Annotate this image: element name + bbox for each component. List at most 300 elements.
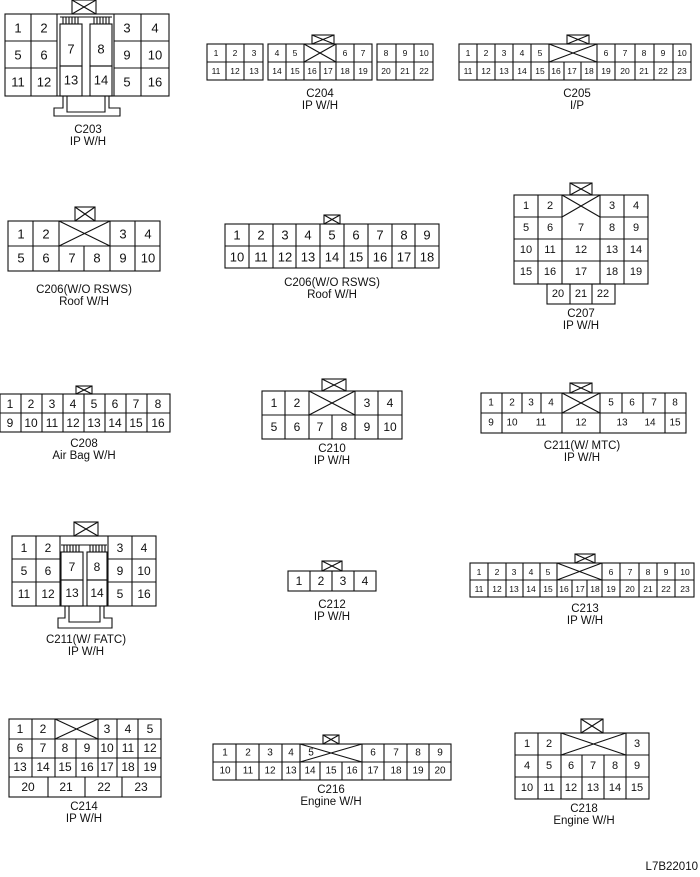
- svg-text:13: 13: [605, 244, 619, 256]
- svg-text:6: 6: [40, 47, 48, 63]
- svg-text:16: 16: [147, 74, 163, 90]
- svg-text:14: 14: [108, 416, 122, 430]
- svg-text:10: 10: [677, 48, 687, 58]
- svg-text:13: 13: [499, 66, 509, 76]
- svg-text:19: 19: [629, 266, 643, 278]
- svg-text:15: 15: [669, 417, 681, 429]
- svg-text:12: 12: [574, 244, 588, 256]
- caption-c212: [314, 599, 350, 623]
- connector-desc: IP W/H: [301, 100, 339, 112]
- connector-id: C205: [563, 88, 591, 100]
- svg-text:18: 18: [584, 66, 594, 76]
- connector-desc: IP W/H: [313, 611, 351, 623]
- svg-text:10: 10: [219, 765, 231, 777]
- svg-text:13: 13: [586, 782, 600, 794]
- svg-text:4: 4: [288, 747, 294, 759]
- svg-text:6: 6: [370, 747, 376, 759]
- svg-text:8: 8: [645, 567, 651, 577]
- connector-desc: Roof W/H: [307, 289, 357, 301]
- caption-c204: [302, 88, 338, 112]
- svg-text:17: 17: [367, 765, 379, 777]
- svg-text:15: 15: [290, 66, 300, 76]
- svg-text:2: 2: [257, 227, 265, 243]
- svg-text:5: 5: [608, 397, 614, 409]
- svg-text:4: 4: [274, 48, 280, 58]
- svg-text:6: 6: [352, 227, 360, 243]
- svg-text:7: 7: [651, 397, 657, 409]
- svg-text:8: 8: [93, 560, 101, 574]
- svg-text:8: 8: [97, 41, 105, 57]
- connector-c210: [262, 379, 402, 439]
- caption-c218: [553, 803, 614, 827]
- svg-text:15: 15: [348, 249, 364, 265]
- svg-text:12: 12: [36, 74, 52, 90]
- svg-text:1: 1: [213, 48, 219, 58]
- svg-text:6: 6: [44, 564, 52, 578]
- connector-id: C214: [70, 801, 98, 813]
- svg-text:8: 8: [611, 760, 619, 772]
- svg-text:3: 3: [608, 200, 616, 212]
- svg-text:5: 5: [545, 760, 553, 772]
- svg-text:6: 6: [546, 222, 554, 234]
- svg-text:5: 5: [146, 722, 154, 736]
- connector-id: C216: [317, 784, 345, 796]
- svg-text:9: 9: [116, 564, 124, 578]
- svg-text:6: 6: [567, 760, 575, 772]
- svg-text:9: 9: [119, 250, 127, 266]
- svg-text:11: 11: [544, 244, 556, 256]
- svg-text:8: 8: [641, 48, 647, 58]
- svg-text:2: 2: [494, 567, 500, 577]
- svg-text:4: 4: [124, 722, 132, 736]
- svg-text:9: 9: [633, 760, 641, 772]
- connector-desc: IP W/H: [562, 320, 600, 332]
- svg-text:9: 9: [123, 47, 131, 63]
- svg-text:9: 9: [663, 567, 669, 577]
- svg-text:10: 10: [24, 416, 38, 430]
- svg-text:1: 1: [523, 738, 531, 750]
- svg-text:16: 16: [372, 249, 388, 265]
- svg-text:1: 1: [476, 567, 482, 577]
- svg-text:20: 20: [434, 765, 446, 777]
- connector-id: C218: [570, 803, 598, 815]
- svg-text:22: 22: [661, 584, 671, 594]
- svg-text:14: 14: [93, 72, 109, 88]
- svg-text:4: 4: [140, 541, 148, 555]
- svg-text:6: 6: [629, 397, 635, 409]
- connector-id: C213: [571, 603, 599, 615]
- svg-text:13: 13: [509, 584, 519, 594]
- svg-text:11: 11: [254, 249, 268, 265]
- svg-text:19: 19: [358, 66, 368, 76]
- svg-text:9: 9: [437, 747, 443, 759]
- connector-id: C203: [74, 124, 102, 136]
- svg-text:3: 3: [123, 20, 131, 36]
- svg-text:19: 19: [601, 66, 611, 76]
- svg-text:6: 6: [111, 397, 119, 411]
- svg-text:18: 18: [340, 66, 350, 76]
- connector-c205: [459, 35, 691, 80]
- svg-text:2: 2: [27, 397, 35, 411]
- caption-c214: [66, 801, 102, 825]
- svg-text:11: 11: [17, 587, 31, 601]
- connector-c206-right: [225, 215, 439, 268]
- svg-text:4: 4: [528, 567, 534, 577]
- caption-c206-left: [36, 284, 132, 308]
- svg-text:11: 11: [474, 584, 484, 594]
- connector-desc: I/P: [569, 100, 585, 112]
- svg-text:23: 23: [134, 780, 148, 794]
- svg-text:10: 10: [147, 47, 163, 63]
- svg-text:17: 17: [100, 760, 114, 774]
- svg-text:17: 17: [396, 249, 412, 265]
- svg-text:2: 2: [40, 20, 48, 36]
- svg-text:4: 4: [632, 200, 640, 212]
- svg-text:8: 8: [154, 397, 162, 411]
- caption-c210: [314, 443, 350, 467]
- svg-text:14: 14: [90, 586, 104, 600]
- connector-desc: IP W/H: [67, 646, 105, 658]
- svg-text:15: 15: [325, 765, 337, 777]
- svg-text:2: 2: [293, 396, 301, 410]
- svg-text:22: 22: [97, 780, 111, 794]
- svg-text:4: 4: [304, 227, 312, 243]
- svg-text:5: 5: [522, 222, 530, 234]
- svg-text:16: 16: [151, 416, 165, 430]
- connector-c204: [207, 35, 433, 80]
- connector-id: C206(W/O RSWS): [36, 284, 132, 296]
- svg-text:10: 10: [680, 567, 690, 577]
- svg-text:6: 6: [342, 48, 348, 58]
- svg-text:10: 10: [519, 244, 533, 256]
- connector-desc: IP W/H: [65, 813, 103, 825]
- svg-text:1: 1: [20, 541, 28, 555]
- svg-text:9: 9: [6, 416, 14, 430]
- svg-text:10: 10: [229, 249, 245, 265]
- svg-text:10: 10: [520, 782, 534, 794]
- svg-text:14: 14: [608, 782, 622, 794]
- svg-text:8: 8: [415, 747, 421, 759]
- svg-text:11: 11: [463, 66, 473, 76]
- svg-text:12: 12: [41, 587, 55, 601]
- svg-text:2: 2: [509, 397, 515, 409]
- connector-c214: [9, 719, 161, 797]
- svg-text:16: 16: [559, 584, 569, 594]
- svg-text:23: 23: [677, 66, 687, 76]
- svg-text:6: 6: [42, 250, 50, 266]
- svg-text:5: 5: [537, 48, 543, 58]
- connector-desc: Roof W/H: [59, 296, 109, 308]
- svg-text:14: 14: [324, 249, 340, 265]
- svg-text:22: 22: [419, 66, 429, 76]
- svg-text:21: 21: [639, 66, 649, 76]
- svg-text:2: 2: [483, 48, 489, 58]
- svg-text:8: 8: [93, 250, 101, 266]
- svg-text:1: 1: [270, 396, 278, 410]
- svg-text:1: 1: [295, 574, 303, 588]
- svg-text:11: 11: [543, 782, 555, 794]
- svg-text:3: 3: [267, 747, 273, 759]
- connector-id: C211(W/ FATC): [45, 634, 127, 646]
- svg-text:1: 1: [17, 226, 25, 242]
- connector-desc: IP W/H: [313, 455, 351, 467]
- svg-text:6: 6: [16, 741, 24, 755]
- connector-desc: Air Bag W/H: [52, 450, 116, 462]
- svg-text:10: 10: [140, 250, 156, 266]
- svg-text:4: 4: [69, 397, 77, 411]
- connector-c211-fatc: [12, 522, 156, 628]
- svg-text:5: 5: [270, 420, 278, 434]
- svg-text:3: 3: [251, 48, 257, 58]
- svg-text:12: 12: [575, 417, 587, 429]
- svg-text:5: 5: [308, 747, 314, 759]
- svg-text:7: 7: [39, 741, 47, 755]
- svg-text:5: 5: [116, 587, 124, 601]
- svg-text:11: 11: [11, 74, 25, 90]
- svg-text:1: 1: [465, 48, 471, 58]
- svg-text:3: 3: [103, 722, 111, 736]
- svg-text:11: 11: [211, 66, 221, 76]
- svg-text:3: 3: [633, 738, 641, 750]
- document-code: L7B22010: [645, 861, 698, 873]
- svg-text:8: 8: [400, 227, 408, 243]
- connector-desc: IP W/H: [69, 136, 107, 148]
- connector-desc: IP W/H: [563, 452, 601, 464]
- svg-text:16: 16: [307, 66, 317, 76]
- svg-text:5: 5: [20, 564, 28, 578]
- svg-text:13: 13: [249, 66, 259, 76]
- svg-text:13: 13: [63, 72, 79, 88]
- svg-text:9: 9: [402, 48, 408, 58]
- svg-text:3: 3: [281, 227, 289, 243]
- caption-c211-mtc: [544, 440, 620, 464]
- svg-text:16: 16: [137, 587, 151, 601]
- svg-text:12: 12: [492, 584, 502, 594]
- svg-text:7: 7: [622, 48, 628, 58]
- svg-text:20: 20: [21, 780, 35, 794]
- connector-id: C210: [318, 443, 346, 455]
- caption-c216: [300, 784, 361, 808]
- svg-text:6: 6: [608, 567, 614, 577]
- svg-text:19: 19: [606, 584, 616, 594]
- svg-text:1: 1: [6, 397, 14, 411]
- svg-text:7: 7: [316, 420, 324, 434]
- svg-text:18: 18: [390, 765, 402, 777]
- svg-text:7: 7: [589, 760, 597, 772]
- svg-text:18: 18: [121, 760, 135, 774]
- caption-c211-fatc: [46, 634, 126, 658]
- svg-text:9: 9: [488, 417, 494, 429]
- caption-c205: [563, 88, 591, 112]
- svg-text:7: 7: [68, 250, 76, 266]
- svg-text:2: 2: [545, 738, 553, 750]
- svg-text:4: 4: [519, 48, 525, 58]
- svg-text:3: 3: [48, 397, 56, 411]
- svg-text:12: 12: [230, 66, 240, 76]
- connector-id: C207: [567, 308, 595, 320]
- svg-text:5: 5: [90, 397, 98, 411]
- svg-text:16: 16: [543, 266, 557, 278]
- svg-text:3: 3: [363, 396, 371, 410]
- svg-text:3: 3: [116, 541, 124, 555]
- svg-text:10: 10: [383, 420, 397, 434]
- svg-text:16: 16: [80, 760, 94, 774]
- svg-text:6: 6: [293, 420, 301, 434]
- caption-c208: [52, 438, 115, 462]
- svg-text:21: 21: [643, 584, 653, 594]
- svg-text:18: 18: [605, 266, 619, 278]
- svg-text:9: 9: [632, 222, 640, 234]
- svg-text:1: 1: [488, 397, 494, 409]
- connector-id: C208: [70, 438, 98, 450]
- svg-text:7: 7: [132, 397, 140, 411]
- svg-text:9: 9: [423, 227, 431, 243]
- svg-text:16: 16: [551, 66, 561, 76]
- svg-text:2: 2: [546, 200, 554, 212]
- svg-text:15: 15: [543, 584, 553, 594]
- svg-text:7: 7: [393, 747, 399, 759]
- svg-text:8: 8: [608, 222, 616, 234]
- connector-c206-left: [8, 207, 160, 271]
- svg-text:12: 12: [564, 782, 578, 794]
- svg-text:3: 3: [119, 226, 127, 242]
- svg-text:14: 14: [304, 765, 316, 777]
- svg-text:1: 1: [522, 200, 530, 212]
- svg-text:8: 8: [340, 420, 348, 434]
- svg-text:3: 3: [511, 567, 517, 577]
- connector-desc: Engine W/H: [553, 815, 615, 827]
- svg-text:18: 18: [419, 249, 435, 265]
- connector-id: C212: [318, 599, 346, 611]
- connector-c216: [213, 735, 451, 780]
- svg-text:7: 7: [360, 48, 366, 58]
- svg-text:12: 12: [66, 416, 80, 430]
- svg-text:23: 23: [680, 584, 690, 594]
- svg-text:14: 14: [644, 417, 656, 429]
- svg-text:4: 4: [151, 20, 159, 36]
- svg-text:12: 12: [481, 66, 491, 76]
- svg-text:13: 13: [13, 760, 27, 774]
- svg-text:2: 2: [44, 541, 52, 555]
- svg-text:5: 5: [123, 74, 131, 90]
- svg-text:5: 5: [292, 48, 298, 58]
- connector-c218: [515, 719, 649, 799]
- caption-c206-right: [284, 277, 380, 301]
- svg-text:15: 15: [58, 760, 72, 774]
- svg-text:2: 2: [317, 574, 325, 588]
- svg-text:1: 1: [233, 227, 241, 243]
- svg-text:18: 18: [590, 584, 600, 594]
- svg-text:9: 9: [83, 741, 91, 755]
- svg-text:13: 13: [87, 416, 101, 430]
- svg-text:16: 16: [346, 765, 358, 777]
- svg-text:19: 19: [412, 765, 424, 777]
- svg-text:8: 8: [383, 48, 389, 58]
- svg-text:5: 5: [545, 567, 551, 577]
- connector-c211-mtc: [481, 383, 686, 433]
- svg-text:15: 15: [535, 66, 545, 76]
- svg-text:13: 13: [300, 249, 316, 265]
- svg-text:2: 2: [232, 48, 238, 58]
- svg-text:13: 13: [285, 765, 297, 777]
- svg-text:5: 5: [328, 227, 336, 243]
- svg-text:20: 20: [625, 584, 635, 594]
- caption-c207: [563, 308, 599, 332]
- svg-text:8: 8: [672, 397, 678, 409]
- svg-text:8: 8: [61, 741, 69, 755]
- svg-text:2: 2: [245, 747, 251, 759]
- svg-text:10: 10: [419, 48, 429, 58]
- svg-text:2: 2: [39, 722, 47, 736]
- svg-text:1: 1: [14, 20, 22, 36]
- svg-text:7: 7: [68, 560, 76, 574]
- svg-text:6: 6: [603, 48, 609, 58]
- svg-text:17: 17: [323, 66, 333, 76]
- svg-text:20: 20: [620, 66, 630, 76]
- svg-text:9: 9: [363, 420, 371, 434]
- svg-text:7: 7: [376, 227, 384, 243]
- svg-text:3: 3: [339, 574, 347, 588]
- svg-text:4: 4: [386, 396, 394, 410]
- connector-id: C204: [306, 88, 334, 100]
- svg-text:11: 11: [242, 765, 254, 777]
- svg-text:21: 21: [574, 288, 588, 300]
- svg-text:3: 3: [501, 48, 507, 58]
- svg-text:11: 11: [121, 741, 135, 755]
- svg-text:19: 19: [143, 760, 157, 774]
- svg-text:21: 21: [400, 66, 410, 76]
- svg-text:5: 5: [14, 47, 22, 63]
- svg-text:10: 10: [137, 564, 151, 578]
- svg-text:15: 15: [630, 782, 644, 794]
- svg-text:2: 2: [42, 226, 50, 242]
- svg-text:17: 17: [575, 584, 585, 594]
- svg-text:1: 1: [16, 722, 24, 736]
- svg-text:10: 10: [100, 741, 114, 755]
- connector-id: C206(W/O RSWS): [284, 277, 380, 289]
- svg-text:21: 21: [59, 780, 73, 794]
- svg-text:14: 14: [36, 760, 50, 774]
- svg-text:7: 7: [577, 222, 585, 234]
- svg-text:13: 13: [616, 417, 628, 429]
- caption-c213: [567, 603, 603, 627]
- svg-text:12: 12: [277, 249, 293, 265]
- connector-id: C211(W/ MTC): [543, 440, 621, 452]
- svg-text:17: 17: [567, 66, 577, 76]
- connector-c207: [514, 183, 648, 304]
- connector-desc: Engine W/H: [300, 796, 362, 808]
- svg-text:14: 14: [526, 584, 536, 594]
- svg-text:15: 15: [129, 416, 143, 430]
- connector-c208: [0, 386, 170, 432]
- svg-text:4: 4: [144, 226, 152, 242]
- svg-text:22: 22: [658, 66, 668, 76]
- svg-text:17: 17: [574, 266, 588, 278]
- svg-text:4: 4: [548, 397, 554, 409]
- svg-text:3: 3: [528, 397, 534, 409]
- svg-text:20: 20: [551, 288, 565, 300]
- svg-text:9: 9: [660, 48, 666, 58]
- svg-text:15: 15: [519, 266, 533, 278]
- svg-text:5: 5: [17, 250, 25, 266]
- svg-text:14: 14: [629, 244, 643, 256]
- svg-text:14: 14: [517, 66, 527, 76]
- svg-text:1: 1: [222, 747, 228, 759]
- svg-text:10: 10: [506, 417, 518, 429]
- svg-text:14: 14: [272, 66, 282, 76]
- connector-c203: [5, 0, 169, 116]
- svg-text:11: 11: [45, 416, 59, 430]
